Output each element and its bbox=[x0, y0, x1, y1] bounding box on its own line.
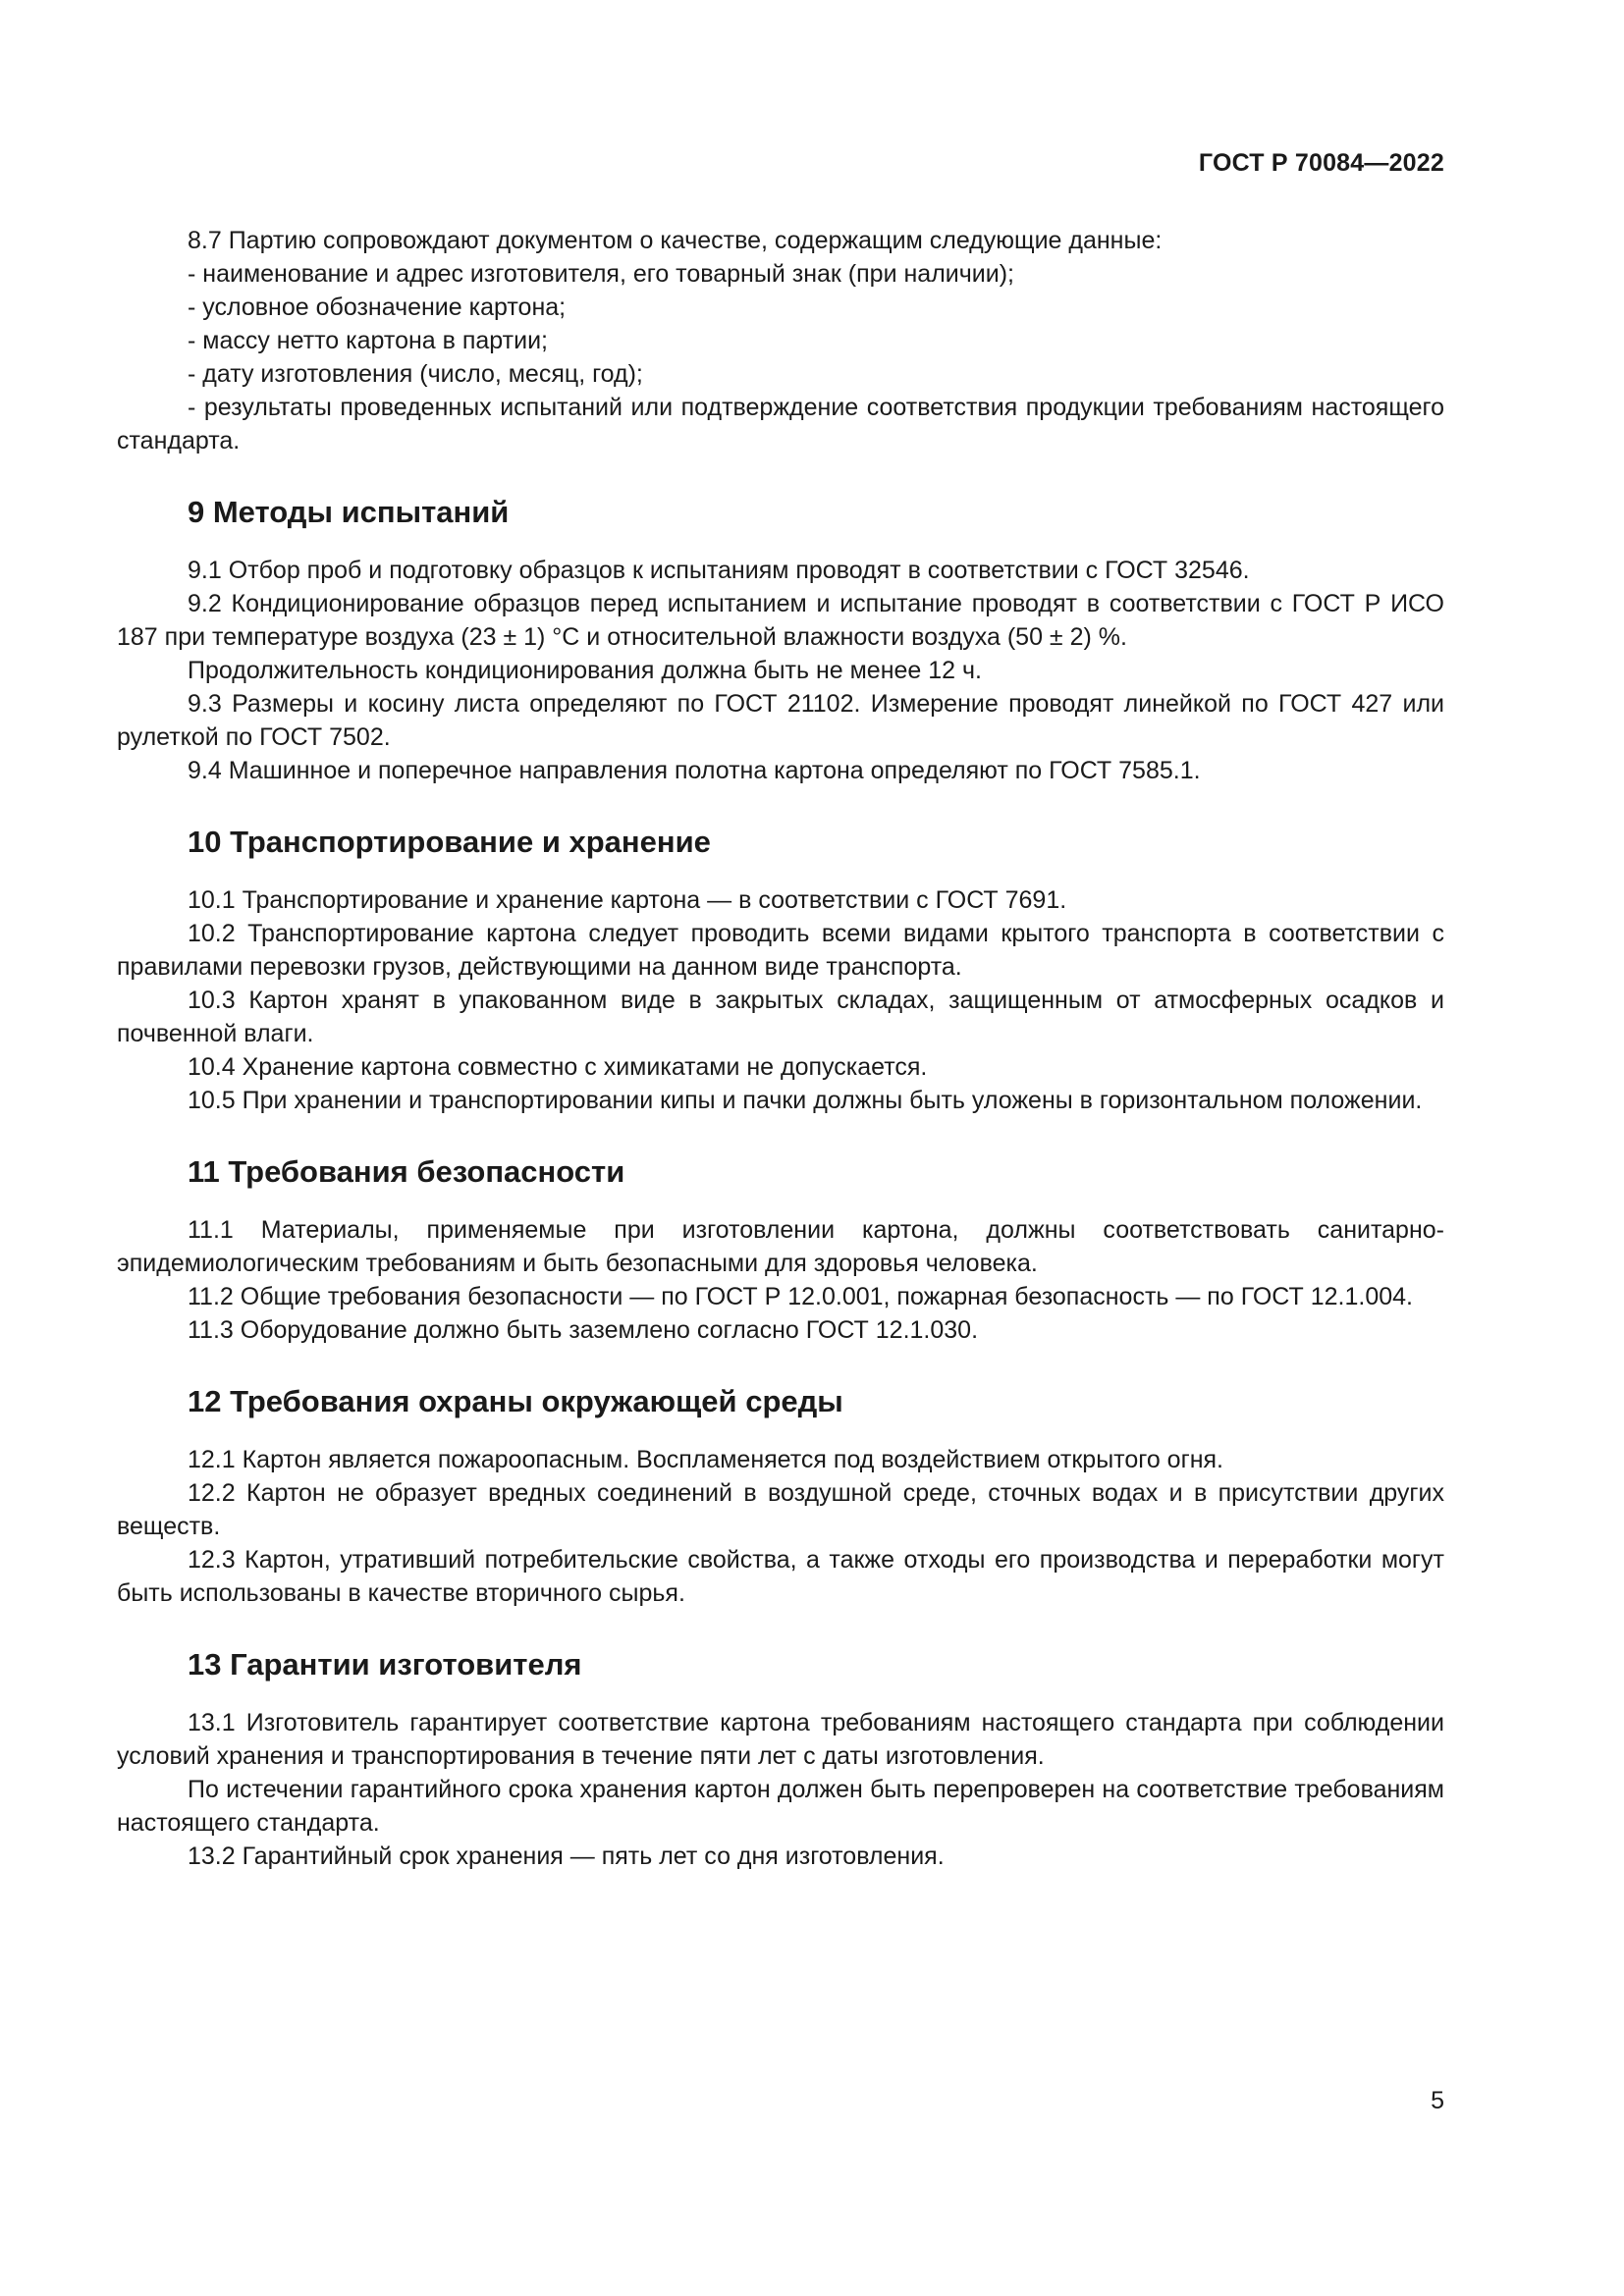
page-body bbox=[117, 224, 1444, 1873]
paragraph-12-3: 12.3 Картон, утративший потребительские свойства, а также отходы его производства и переработки могут быть использованы в качестве вторичного сырья. bbox=[117, 1546, 1444, 1607]
list-item-manufacture-date: - дату изготовления (число, месяц, год); bbox=[188, 360, 643, 388]
paragraph-13-1: 13.1 Изготовитель гарантирует соответствие картона требованиям настоящего стандарта при соблюдении условий хранения и транспортирования в течение пяти лет с даты изготовления. bbox=[117, 1709, 1444, 1770]
paragraph-13-1-recheck: По истечении гарантийного срока хранения картон должен быть перепроверен на соответствие требованиям настоящего стандарта. bbox=[117, 1776, 1444, 1837]
section-11 bbox=[117, 1152, 1444, 1347]
section-9 bbox=[117, 493, 1444, 787]
paragraph-11-2: 11.2 Общие требования безопасности — по ГОСТ Р 12.0.001, пожарная безопасность — по ГОСТ 12.1.004. bbox=[188, 1283, 1413, 1310]
paragraph-9-4: 9.4 Машинное и поперечное направления полотна картона определяют по ГОСТ 7585.1. bbox=[188, 757, 1201, 784]
list-item-test-results: - результаты проведенных испытаний или подтверждение соответствия продукции требованиям настоящего стандарта. bbox=[117, 394, 1444, 454]
paragraph-10-5: 10.5 При хранении и транспортировании кипы и пачки должны быть уложены в горизонтальном положении. bbox=[188, 1087, 1423, 1114]
paragraph-9-3: 9.3 Размеры и косину листа определяют по ГОСТ 21102. Измерение проводят линейкой по ГОСТ 427 или рулеткой по ГОСТ 7502. bbox=[117, 690, 1444, 751]
paragraph-10-3: 10.3 Картон хранят в упакованном виде в закрытых складах, защищенным от атмосферных осадков и почвенной влаги. bbox=[117, 987, 1444, 1047]
paragraph-10-4: 10.4 Хранение картона совместно с химикатами не допускается. bbox=[188, 1053, 928, 1081]
paragraph-13-2: 13.2 Гарантийный срок хранения — пять лет со дня изготовления. bbox=[188, 1842, 945, 1870]
section-heading-12: 12 Требования охраны окружающей среды bbox=[188, 1384, 843, 1418]
paragraph-12-1: 12.1 Картон является пожароопасным. Воспламеняется под воздействием открытого огня. bbox=[188, 1446, 1223, 1473]
paragraph-10-2: 10.2 Транспортирование картона следует проводить всеми видами крытого транспорта в соответствии с правилами перевозки грузов, действующими на данном виде транспорта. bbox=[117, 920, 1444, 981]
paragraph-11-1: 11.1 Материалы, применяемые при изготовлении картона, должны соответствовать санитарно-эпидемиологическим требованиям и быть безопасными для здоровья человека. bbox=[117, 1216, 1444, 1277]
section-10 bbox=[117, 823, 1444, 1117]
paragraph-8-7: 8.7 Партию сопровождают документом о качестве, содержащим следующие данные: bbox=[188, 227, 1163, 254]
section-heading-11: 11 Требования безопасности bbox=[188, 1154, 625, 1189]
paragraph-9-2: 9.2 Кондиционирование образцов перед испытанием и испытание проводят в соответствии с ГОСТ Р ИСО 187 при температуре воздуха (23 ± 1) °С и относительной влажности воздуха (50 ± 2) %. bbox=[117, 590, 1444, 651]
section-8-continuation bbox=[117, 224, 1444, 457]
paragraph-9-1: 9.1 Отбор проб и подготовку образцов к испытаниям проводят в соответствии с ГОСТ 32546. bbox=[188, 557, 1250, 584]
paragraph-12-2: 12.2 Картон не образует вредных соединений в воздушной среде, сточных водах и в присутствии других веществ. bbox=[117, 1479, 1444, 1540]
paragraph-11-3: 11.3 Оборудование должно быть заземлено согласно ГОСТ 12.1.030. bbox=[188, 1316, 979, 1344]
section-heading-13: 13 Гарантии изготовителя bbox=[188, 1647, 582, 1682]
section-13 bbox=[117, 1645, 1444, 1873]
list-item-designation: - условное обозначение картона; bbox=[188, 294, 567, 321]
document-code-header: ГОСТ Р 70084—2022 bbox=[1198, 149, 1444, 177]
section-heading-10: 10 Транспортирование и хранение bbox=[188, 825, 711, 859]
list-item-net-mass: - массу нетто картона в партии; bbox=[188, 327, 548, 354]
paragraph-10-1: 10.1 Транспортирование и хранение картона — в соответствии с ГОСТ 7691. bbox=[188, 886, 1067, 914]
section-12 bbox=[117, 1382, 1444, 1610]
paragraph-9-2-duration: Продолжительность кондиционирования должна быть не менее 12 ч. bbox=[188, 657, 982, 684]
section-heading-9: 9 Методы испытаний bbox=[188, 495, 510, 529]
page-number: 5 bbox=[1431, 2087, 1444, 2114]
list-item-manufacturer: - наименование и адрес изготовителя, его товарный знак (при наличии); bbox=[188, 260, 1014, 288]
